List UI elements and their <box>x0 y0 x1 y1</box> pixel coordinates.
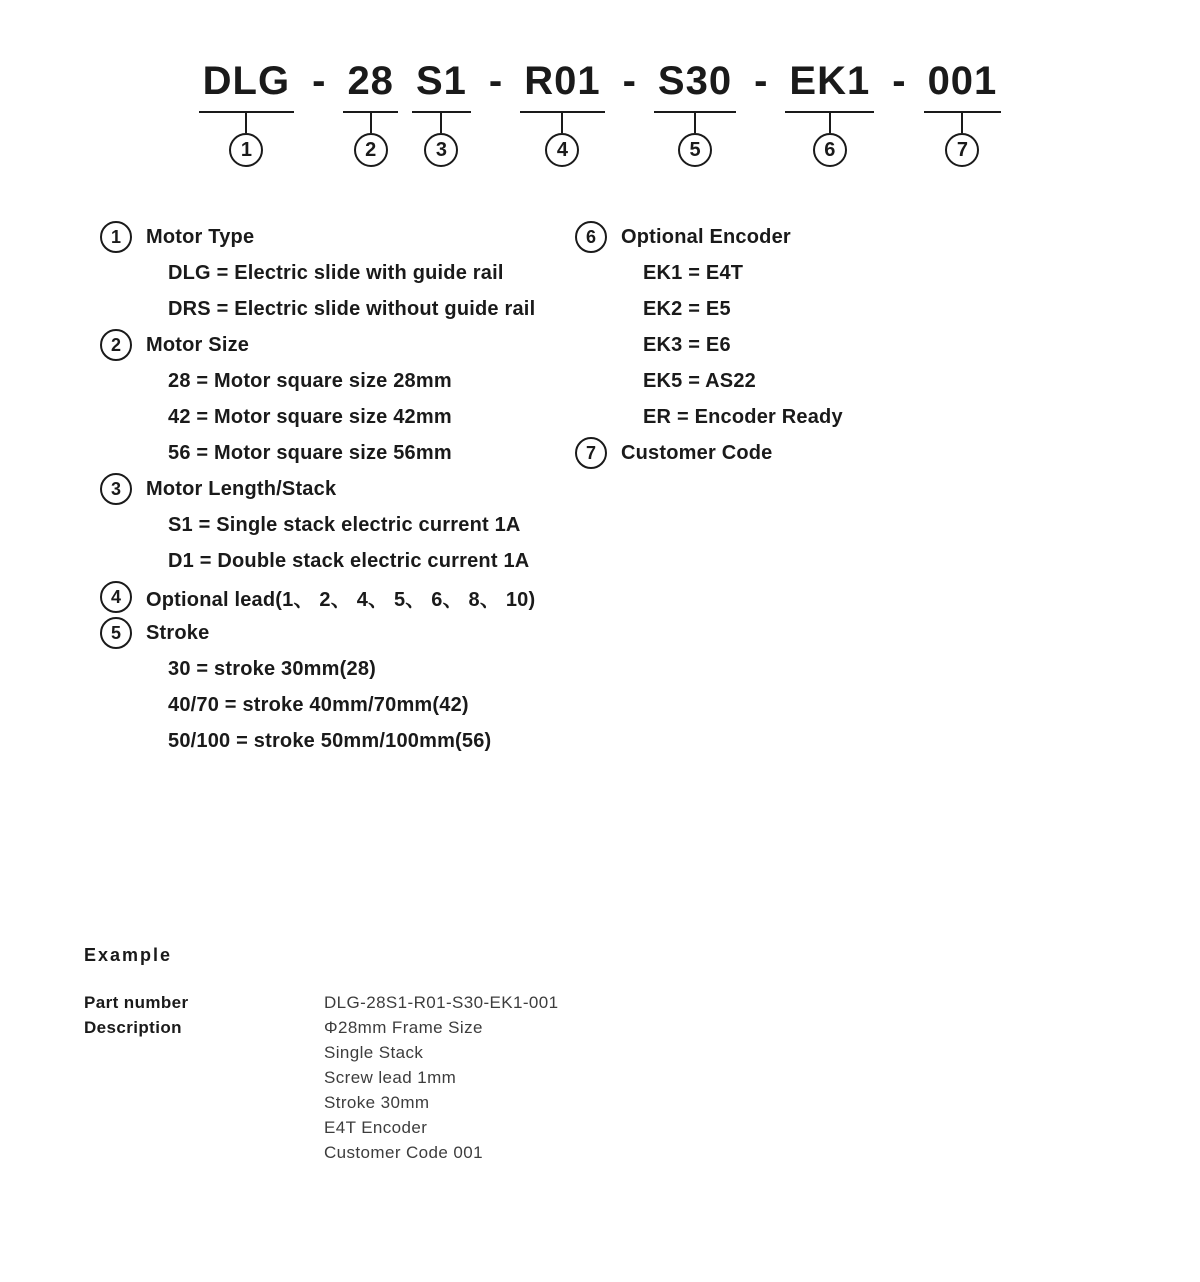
ref-circle: 4 <box>100 581 132 613</box>
description-line: Single Stack <box>324 1043 424 1062</box>
legend-option: EK1 = E4T <box>643 262 744 284</box>
legend-title: Optional lead(1、 2、 4、 5、 6、 8、 10) <box>146 588 536 611</box>
pn-code: EK1 <box>789 59 871 103</box>
description-line: Stroke 30mm <box>324 1093 430 1112</box>
legend-head <box>100 327 570 363</box>
legend-item-motor-size <box>100 327 570 471</box>
legend-option: DLG = Electric slide with guide rail <box>168 262 504 284</box>
pn-separator: - <box>892 59 906 103</box>
legend-left-column <box>100 219 570 759</box>
legend-item-optional-lead <box>100 579 570 615</box>
ref-circle: 3 <box>100 473 132 505</box>
ref-circle: 6 <box>575 221 607 253</box>
ref-circle: 1 <box>100 221 132 253</box>
legend-head <box>100 219 570 255</box>
legend-option: 42 = Motor square size 42mm <box>168 406 452 428</box>
legend-head <box>575 435 1015 471</box>
pn-code: DLG <box>202 59 291 103</box>
legend-option: 30 = stroke 30mm(28) <box>168 658 377 680</box>
pn-ref-circle: 4 <box>545 133 579 167</box>
pn-ref-circle: 6 <box>813 133 847 167</box>
example-section <box>84 944 559 1165</box>
pn-code: 28 <box>347 59 394 103</box>
legend-title: Customer Code <box>621 441 773 464</box>
pn-leader-line <box>370 113 372 133</box>
pn-code: S30 <box>657 59 733 103</box>
legend-head <box>100 471 570 507</box>
pn-segment-lead <box>520 58 604 167</box>
pn-segment-customer-code <box>924 58 1002 167</box>
legend-head <box>100 579 570 615</box>
pn-segment-motor-size <box>343 58 398 167</box>
ref-circle: 5 <box>100 617 132 649</box>
legend-item-optional-encoder <box>575 219 1015 435</box>
pn-ref-circle: 3 <box>424 133 458 167</box>
ref-circle: 7 <box>575 437 607 469</box>
legend-option: EK2 = E5 <box>643 298 731 320</box>
legend-option: EK3 = E6 <box>643 334 731 356</box>
legend-head <box>100 615 570 651</box>
legend-item-motor-length <box>100 471 570 579</box>
legend-option: ER = Encoder Ready <box>643 406 843 428</box>
part-number-value: DLG-28S1-R01-S30-EK1-001 <box>324 993 559 1012</box>
legend-item-motor-type <box>100 219 570 327</box>
pn-separator: - <box>312 59 326 103</box>
pn-leader-line <box>245 113 247 133</box>
pn-segment-motor-length <box>412 58 471 167</box>
legend-right-column <box>575 219 1015 471</box>
legend-option: DRS = Electric slide without guide rail <box>168 298 536 320</box>
legend-option: 28 = Motor square size 28mm <box>168 370 452 392</box>
pn-leader-line <box>694 113 696 133</box>
legend-title: Optional Encoder <box>621 225 791 248</box>
legend-option: EK5 = AS22 <box>643 370 756 392</box>
legend-item-customer-code <box>575 435 1015 471</box>
pn-leader-line <box>440 113 442 133</box>
pn-separator: - <box>488 59 503 103</box>
legend-option: 56 = Motor square size 56mm <box>168 442 452 464</box>
pn-ref-circle: 2 <box>354 133 388 167</box>
legend-title: Motor Type <box>146 225 255 248</box>
pn-code: 001 <box>927 59 998 103</box>
pn-leader-line <box>561 113 563 133</box>
pn-ref-circle: 1 <box>229 133 263 167</box>
pn-separator: - <box>754 59 768 103</box>
pn-code: S1 <box>415 59 467 103</box>
ref-circle: 2 <box>100 329 132 361</box>
example-heading: Example <box>84 945 173 965</box>
pn-code: R01 <box>524 59 601 103</box>
description-line: Customer Code 001 <box>324 1143 483 1162</box>
legend-head <box>575 219 1015 255</box>
legend-item-stroke <box>100 615 570 759</box>
pn-separator: - <box>622 59 636 103</box>
legend-option: D1 = Double stack electric current 1A <box>168 550 530 572</box>
legend-title: Motor Length/Stack <box>146 477 337 500</box>
example-grid <box>84 990 559 1165</box>
pn-ref-circle: 7 <box>945 133 979 167</box>
pn-segment-stroke <box>654 58 736 167</box>
pn-leader-line <box>961 113 963 133</box>
legend-option: 40/70 = stroke 40mm/70mm(42) <box>168 694 469 716</box>
legend-title: Motor Size <box>146 333 250 356</box>
description-line: Φ28mm Frame Size <box>324 1018 483 1037</box>
part-number-diagram <box>0 58 1200 167</box>
pn-ref-circle: 5 <box>678 133 712 167</box>
description-line: E4T Encoder <box>324 1118 428 1137</box>
legend-option: S1 = Single stack electric current 1A <box>168 514 521 536</box>
pn-leader-line <box>829 113 831 133</box>
pn-segment-encoder <box>785 58 874 167</box>
description-label: Description <box>84 1018 182 1037</box>
legend-option: 50/100 = stroke 50mm/100mm(56) <box>168 730 492 752</box>
pn-segment-motor-type <box>199 58 294 167</box>
legend-title: Stroke <box>146 621 210 644</box>
part-number-label: Part number <box>84 993 189 1012</box>
description-line: Screw lead 1mm <box>324 1068 457 1087</box>
description-values <box>324 1015 559 1165</box>
